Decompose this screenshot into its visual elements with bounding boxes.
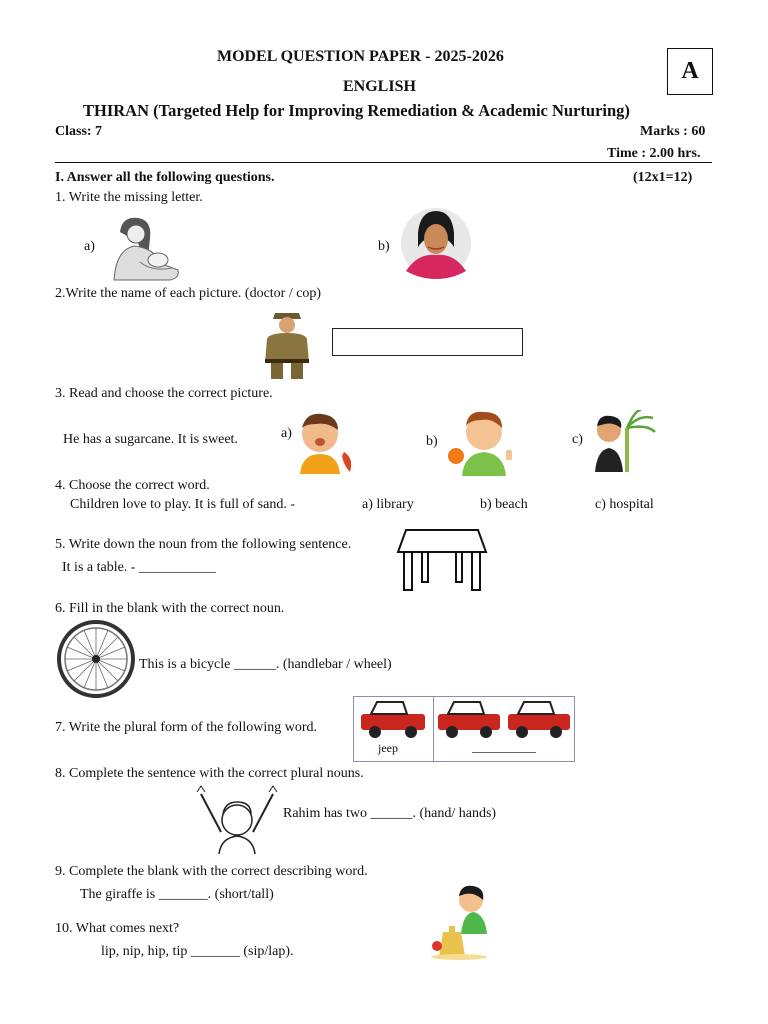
question-3: 3. Read and choose the correct picture. [55, 386, 273, 401]
q3-sentence: He has a sugarcane. It is sweet. [63, 432, 238, 447]
q4-sentence: Children love to play. It is full of sand. - [70, 497, 295, 512]
woman-portrait-illustration [398, 207, 474, 279]
programme-title: THIRAN (Targeted Help for Improving Remediation & Academic Nurturing) [83, 101, 630, 120]
boy-eating-chilli-illustration [292, 408, 360, 476]
paper-code-box [667, 48, 713, 95]
question-8: 8. Complete the sentence with the correct plural nouns. [55, 766, 364, 781]
q3-option-c: c) [572, 432, 583, 447]
bicycle-wheel-illustration [55, 620, 137, 698]
q10-sentence: lip, nip, hip, tip _______ (sip/lap). [101, 944, 294, 959]
q6-sentence: This is a bicycle ______. (handlebar / wheel) [139, 657, 392, 672]
police-officer-illustration [257, 305, 317, 381]
q8-sentence: Rahim has two ______. (hand/ hands) [283, 806, 497, 821]
question-9: 9. Complete the blank with the correct describing word. [55, 864, 368, 879]
q2-answer-box[interactable] [332, 328, 523, 356]
paper-code: A [681, 58, 699, 84]
q9-sentence: The giraffe is _______. (short/tall) [80, 887, 274, 902]
subject-title: ENGLISH [343, 78, 416, 95]
q1-option-b: b) [378, 239, 390, 254]
section-heading: I. Answer all the following questions. [55, 170, 275, 185]
q3-option-b: b) [426, 434, 438, 449]
boy-raising-hands-illustration [195, 784, 281, 856]
question-1: 1. Write the missing letter. [55, 190, 203, 205]
class-label: Class: 7 [55, 124, 103, 139]
time-label: Time : 2.00 hrs. [607, 146, 701, 161]
q7-word: jeep [378, 741, 398, 755]
plural-table-divider [433, 697, 434, 761]
header-divider [55, 162, 712, 163]
q4-option-b: b) beach [480, 497, 528, 512]
boy-with-sugarcane-illustration [589, 410, 657, 474]
question-2: 2.Write the name of each picture. (doctor / cop) [55, 286, 322, 301]
q5-sentence: It is a table. - ___________ [62, 560, 216, 575]
boy-with-orange-illustration [444, 408, 520, 478]
two-jeeps-illustration [436, 700, 572, 740]
child-sandcastle-illustration [429, 882, 493, 960]
jeep-illustration [357, 700, 429, 740]
paper-title: MODEL QUESTION PAPER - 2025-2026 [217, 48, 504, 65]
question-7: 7. Write the plural form of the following word. [55, 720, 318, 735]
section-marks: (12x1=12) [633, 170, 693, 185]
q4-option-c: c) hospital [595, 497, 654, 512]
question-5: 5. Write down the noun from the following sentence. [55, 537, 352, 552]
q3-option-a: a) [281, 426, 292, 441]
marks-label: Marks : 60 [640, 124, 706, 139]
q1-option-a: a) [84, 239, 95, 254]
q7-answer-line[interactable] [472, 752, 536, 753]
mother-baby-illustration [100, 212, 182, 282]
q4-option-a: a) library [362, 497, 414, 512]
question-6: 6. Fill in the blank with the correct noun. [55, 601, 285, 616]
question-10: 10. What comes next? [55, 921, 180, 936]
table-illustration [396, 526, 488, 592]
question-4: 4. Choose the correct word. [55, 478, 210, 493]
